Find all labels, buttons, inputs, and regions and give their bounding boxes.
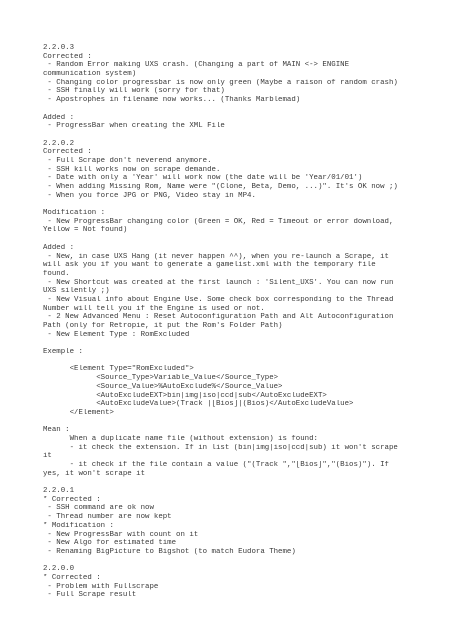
- text-line: - SSH finally will work (sorry for that): [43, 87, 225, 96]
- text-line: 2.2.0.1: [43, 487, 75, 496]
- text-line: Added :: [43, 113, 75, 122]
- text-line: * Modification :: [43, 521, 114, 530]
- text-line: - New Visual info about Engine Use. Some check box corresponding to the Thread: [43, 295, 394, 304]
- text-line: found.: [43, 269, 70, 278]
- text-line: - New, in case UXS Hang (it never happen ^^), when you re-launch a Scrape, it: [43, 252, 389, 261]
- blank-line: [43, 478, 413, 487]
- text-line: communication system): [43, 70, 137, 79]
- text-line: * Corrected :: [43, 495, 101, 504]
- text-line: <Source_Value>%AutoExclude%</Source_Value>: [43, 382, 283, 391]
- text-line: <AutoExcludeValue>(Track |[Bios]|(Bios)</AutoExcludeValue>: [43, 400, 354, 409]
- text-line: 2.2.0.3: [43, 44, 75, 52]
- text-line: - Random Error making UXS crash. (Changing a part of MAIN <-> ENGINE: [43, 61, 350, 70]
- text-line: - Thread number are now kept: [43, 513, 172, 522]
- text-line: - it check if the file contain a value ("(Track ","[Bios]","(Bios)"). If: [43, 461, 389, 469]
- text-line: </Element>: [43, 408, 114, 417]
- blank-line: [43, 418, 413, 427]
- text-line: Added :: [43, 243, 75, 252]
- text-line: Corrected :: [43, 148, 92, 157]
- text-line: - 2 New Advanced Menu : Reset Autoconfiguration Path and Alt Autoconfiguration: [43, 313, 394, 322]
- text-line: Corrected :: [43, 52, 92, 61]
- text-line: - it check the extension. If in list (bin|img|iso|ccd|sub) it won't scrape: [43, 443, 398, 452]
- text-line: - SSH kill works now on scrape demande.: [43, 165, 221, 174]
- text-line: - Date with only a 'Year' will work now (the date will be 'Year/01/01'): [43, 174, 363, 183]
- text-line: <Element Type="RomExcluded">: [43, 365, 194, 374]
- text-line: - Problem with Fullscrape: [43, 582, 159, 591]
- text-line: will ask you if you want to generate a gamelist.xml with the temporary file: [43, 261, 376, 270]
- text-line: - Changing color progressbar is now only green (Maybe a raison of random crash): [43, 78, 398, 87]
- text-line: - When you force JPG or PNG, Video stay in MP4.: [43, 191, 256, 200]
- text-line: - New Shortcut was created at the first launch : 'Silent_UXS'. You can now run: [43, 278, 394, 287]
- text-line: - Apostrophes in filename now works... (Thanks Marblemad): [43, 96, 301, 105]
- text-line: * Corrected :: [43, 573, 101, 582]
- blank-line: [43, 557, 413, 566]
- blank-line: [43, 200, 413, 209]
- text-line: Mean :: [43, 426, 70, 435]
- text-line: <AutoExcludeEXT>bin|img|iso|ccd|sub</AutoExcludeEXT>: [43, 391, 327, 400]
- text-line: it: [43, 452, 52, 461]
- text-line: - When adding Missing Rom, Name were "(Clone, Beta, Demo, ...)". It's OK now ;): [43, 183, 398, 191]
- text-line: - Full Scrape don't neverend anymore.: [43, 156, 212, 165]
- text-line: When a duplicate name file (without extension) is found:: [43, 434, 318, 443]
- blank-line: [43, 131, 413, 140]
- text-line: - Renaming BigPicture to Bigshot (to match Eudora Theme): [43, 547, 296, 556]
- text-line: <Source_Type>Variable_Value</Source_Type>: [43, 374, 279, 383]
- text-line: Number will tell you if the Engine is used or not.: [43, 304, 265, 313]
- text-line: - New Element Type : RomExcluded: [43, 330, 190, 339]
- text-line: UXS silently ;): [43, 287, 110, 296]
- text-line: - SSH command are ok now: [43, 504, 154, 513]
- text-line: - New ProgressBar changing color (Green = OK, Red = Timeout or error download,: [43, 217, 394, 226]
- text-line: - Full Scrape result: [43, 591, 137, 600]
- text-line: - New ProgressBar with count on it: [43, 530, 199, 539]
- text-line: Path (only for Retropie, it put the Rom's Folder Path): [43, 322, 283, 330]
- text-line: Modification :: [43, 209, 106, 218]
- text-line: Yellow = Not found): [43, 226, 128, 235]
- blank-line: [43, 105, 413, 114]
- text-line: - New Algo for estimated time: [43, 539, 177, 548]
- blank-line: [43, 357, 413, 366]
- changelog-document: [43, 44, 413, 600]
- blank-line: [43, 235, 413, 244]
- text-line: yes, it won't scrape it: [43, 469, 146, 478]
- blank-line: [43, 339, 413, 348]
- text-line: 2.2.0.2: [43, 139, 75, 148]
- text-line: - ProgressBar when creating the XML File: [43, 122, 225, 131]
- text-line: 2.2.0.0: [43, 565, 75, 574]
- text-line: Exemple :: [43, 348, 83, 357]
